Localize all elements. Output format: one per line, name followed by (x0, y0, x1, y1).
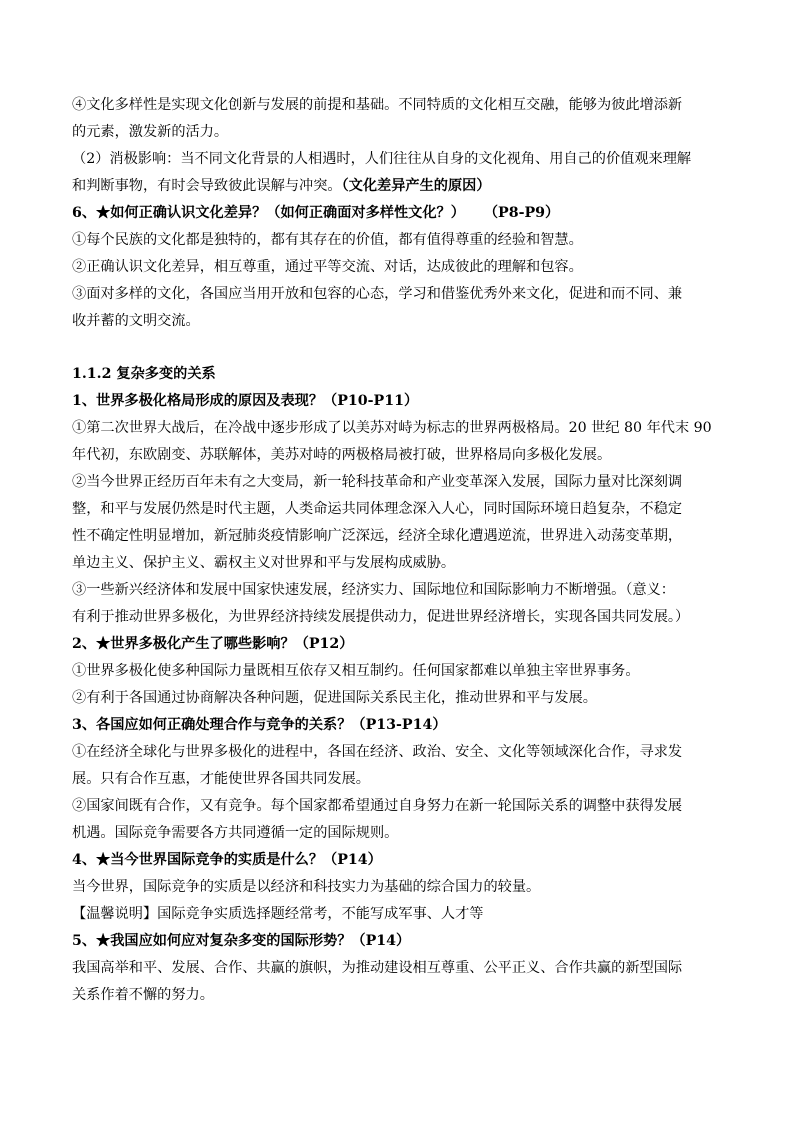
answer-line: 我国高举和平、发展、合作、共赢的旗帜，为推动建设相互尊重、公平正义、合作共赢的新型国际 (72, 960, 683, 976)
question-heading (72, 200, 728, 227)
emphasis-text: （文化差异产生的原因） (341, 178, 491, 194)
section-heading: 1.1.2 复杂多变的关系 (72, 366, 216, 382)
answer-line: 年代初，东欧剧变、苏联解体，美苏对峙的两极格局被打破，世界格局向多极化发展。 (72, 447, 612, 463)
answer-line: 机遇。国际竞争需要各方共同遵循一定的国际规则。 (72, 825, 399, 841)
document-page (72, 92, 728, 1009)
answer-line: 性不确定性明显增加，新冠肺炎疫情影响广泛深远，经济全球化遭遇逆流，世界进入动荡变革期， (72, 528, 683, 544)
question-heading: 3、各国应如何正确处理合作与竞争的关系？（P13-P14） (72, 717, 447, 733)
note-line: 【温馨说明】国际竞争实质选择题经常考，不能写成军事、人才等 (72, 906, 484, 922)
answer-line: ①第二次世界大战后，在冷战中逐步形成了以美苏对峙为标志的世界两极格局。20 世纪 80 年代末 90 (72, 420, 712, 436)
paragraph-line: （2）消极影响：当不同文化背景的人相遇时，人们往往从自身的文化视角、用自己的价值观来理解 (72, 151, 692, 167)
page-reference: （P8-P9） (490, 205, 560, 221)
answer-line: 展。只有合作互惠，才能使世界各国共同发展。 (72, 771, 370, 787)
answer-line: 有利于推动世界多极化，为世界经济持续发展提供动力，促进世界经济增长，实现各国共同发展。） (72, 609, 690, 625)
answer-line: ②当今世界正经历百年未有之大变局，新一轮科技革命和产业变革深入发展，国际力量对比深刻调 (72, 474, 683, 490)
answer-line: ①世界多极化使多种国际力量既相互依存又相互制约。任何国家都难以单独主宰世界事务。 (72, 663, 640, 679)
question-heading: 5、★我国应如何应对复杂多变的国际形势？（P14） (72, 933, 411, 949)
paragraph-line: ④文化多样性是实现文化创新与发展的前提和基础。不同特质的文化相互交融，能够为彼此增添新 (72, 97, 683, 113)
paragraph-line: 的元素，激发新的活力。 (72, 124, 229, 140)
answer-line: ③一些新兴经济体和发展中国家快速发展，经济实力、国际地位和国际影响力不断增强。（意义： (72, 582, 675, 598)
question-heading: 1、世界多极化格局形成的原因及表现？（P10-P11） (72, 393, 419, 409)
answer-line: ①每个民族的文化都是独特的，都有其存在的价值，都有值得尊重的经验和智慧。 (72, 232, 583, 248)
question-heading: 4、★当今世界国际竞争的实质是什么？（P14） (72, 852, 382, 868)
question-heading: 2、★世界多极化产生了哪些影响？（P12） (72, 636, 354, 652)
answer-line: 收并蓄的文明交流。 (72, 313, 200, 329)
answer-line: ②国家间既有合作，又有竞争。每个国家都希望通过自身努力在新一轮国际关系的调整中获得发展 (72, 798, 683, 814)
spacer (72, 335, 728, 361)
answer-line: 当今世界，国际竞争的实质是以经济和科技实力为基础的综合国力的较量。 (72, 879, 541, 895)
paragraph-text: 和判断事物，有时会导致彼此误解与冲突。 (72, 178, 342, 194)
answer-line: ③面对多样的文化，各国应当用开放和包容的心态，学习和借鉴优秀外来文化，促进和而不同、兼 (72, 286, 683, 302)
answer-line: ②有利于各国通过协商解决各种问题，促进国际关系民主化，推动世界和平与发展。 (72, 690, 597, 706)
answer-line: ②正确认识文化差异，相互尊重，通过平等交流、对话，达成彼此的理解和包容。 (72, 259, 583, 275)
answer-line: 整，和平与发展仍然是时代主题，人类命运共同体理念深入人心，同时国际环境日趋复杂，不稳定 (72, 501, 683, 517)
answer-line: 单边主义、保护主义、霸权主义对世界和平与发展构成威胁。 (72, 555, 456, 571)
paragraph-line (72, 173, 728, 200)
question-title: 6、★如何正确认识文化差异？（如何正确面对多样性文化？） (72, 205, 465, 221)
answer-line: 关系作着不懈的努力。 (72, 987, 214, 1003)
answer-line: ①在经济全球化与世界多极化的进程中，各国在经济、政治、安全、文化等领域深化合作，寻求发 (72, 744, 683, 760)
